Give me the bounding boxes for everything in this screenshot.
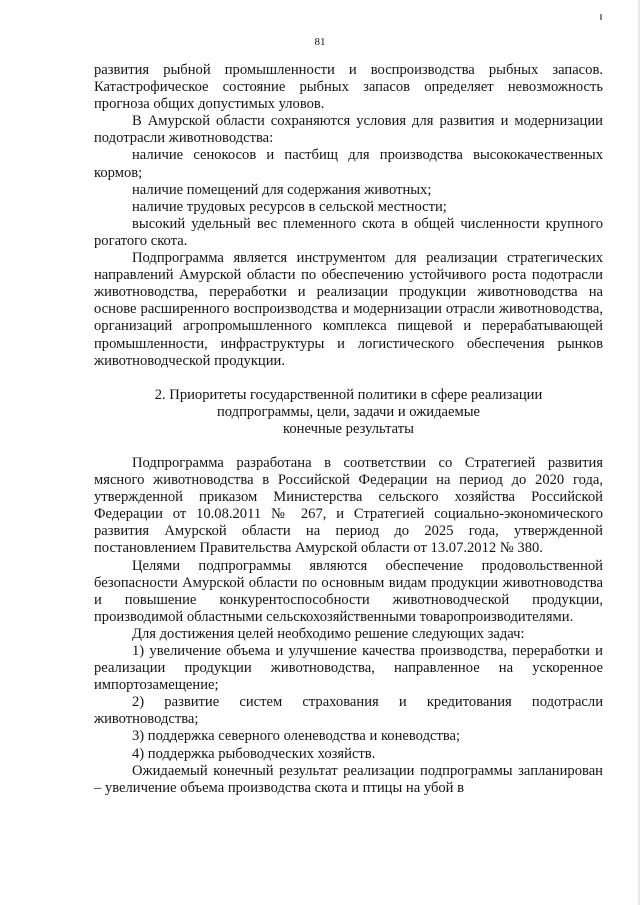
list-item: наличие трудовых ресурсов в сельской местности; — [132, 198, 447, 215]
scan-speck — [600, 14, 602, 20]
paragraph: Подпрограмма разработана в соответствии со Стратегией развития мясного животноводства в Российской Федерации на период до 2020 года, утвержденной приказом Министерства сельского хозяйства Российской Федерации от 10.08.2011 № 267, и Стратегией социально-экономического развития Амурской области на период до 2025 года, утвержденной постановлением Правительства Амурской области от 13.07.2012 № 380. — [94, 454, 603, 557]
list-item: 4) поддержка рыбоводческих хозяйств. — [132, 745, 376, 762]
list-item: 1) увеличение объема и улучшение качества производства, переработки и реализации продукции животноводства, направленное на ускоренное импортозамещение; — [94, 643, 603, 694]
paragraph: В Амурской области сохраняются условия для развития и модернизации подотрасли животноводства: — [94, 113, 603, 147]
paragraph: Целями подпрограммы являются обеспечение продовольственной безопасности Амурской области по основным видам продукции животноводства и повышение конкурентоспособности животноводческой продукции, производимой областными сельскохозяйственными товаропроизводителями. — [94, 557, 603, 625]
paragraph: развития рыбной промышленности и воспроизводства рыбных запасов. Катастрофическое состояние рыбных запасов определяет невозможность прогноза общих допустимых уловов. — [94, 62, 603, 113]
page-number: 81 — [314, 36, 326, 48]
section-heading-line: подпрограммы, цели, задачи и ожидаемые — [216, 403, 481, 420]
spacer — [94, 370, 603, 387]
list-item: 3) поддержка северного оленеводства и коневодства; — [132, 728, 461, 745]
section-heading-line: конечные результаты — [283, 420, 414, 437]
list-item: 2) развитие систем страхования и кредитования подотрасли животноводства; — [94, 694, 603, 728]
spacer — [94, 438, 603, 455]
list-item: наличие сенокосов и пастбищ для производства высококачественных кормов; — [94, 147, 603, 181]
paragraph: Для достижения целей необходимо решение следующих задач: — [132, 625, 525, 642]
paragraph: Ожидаемый конечный результат реализации подпрограммы запланирован – увеличение объема производства скота и птицы на убой в — [94, 762, 603, 796]
paragraph: Подпрограмма является инструментом для реализации стратегических направлений Амурской области по обеспечению устойчивого роста подотрасли животноводства, переработки и реализации продукции животноводства на основе расширенного воспроизводства и модернизации отрасли животноводства, организаций агропромышленного комплекса пищевой и перерабатывающей промышленности, инфраструктуры и логистического обеспечения рынков животноводческой продукции. — [94, 250, 603, 369]
list-item: наличие помещений для содержания животных; — [132, 181, 432, 198]
section-heading-line: 2. Приоритеты государственной политики в сфере реализации — [154, 386, 543, 403]
document-body — [94, 62, 603, 797]
list-item: высокий удельный вес племенного скота в общей численности крупного рогатого скота. — [94, 215, 603, 249]
